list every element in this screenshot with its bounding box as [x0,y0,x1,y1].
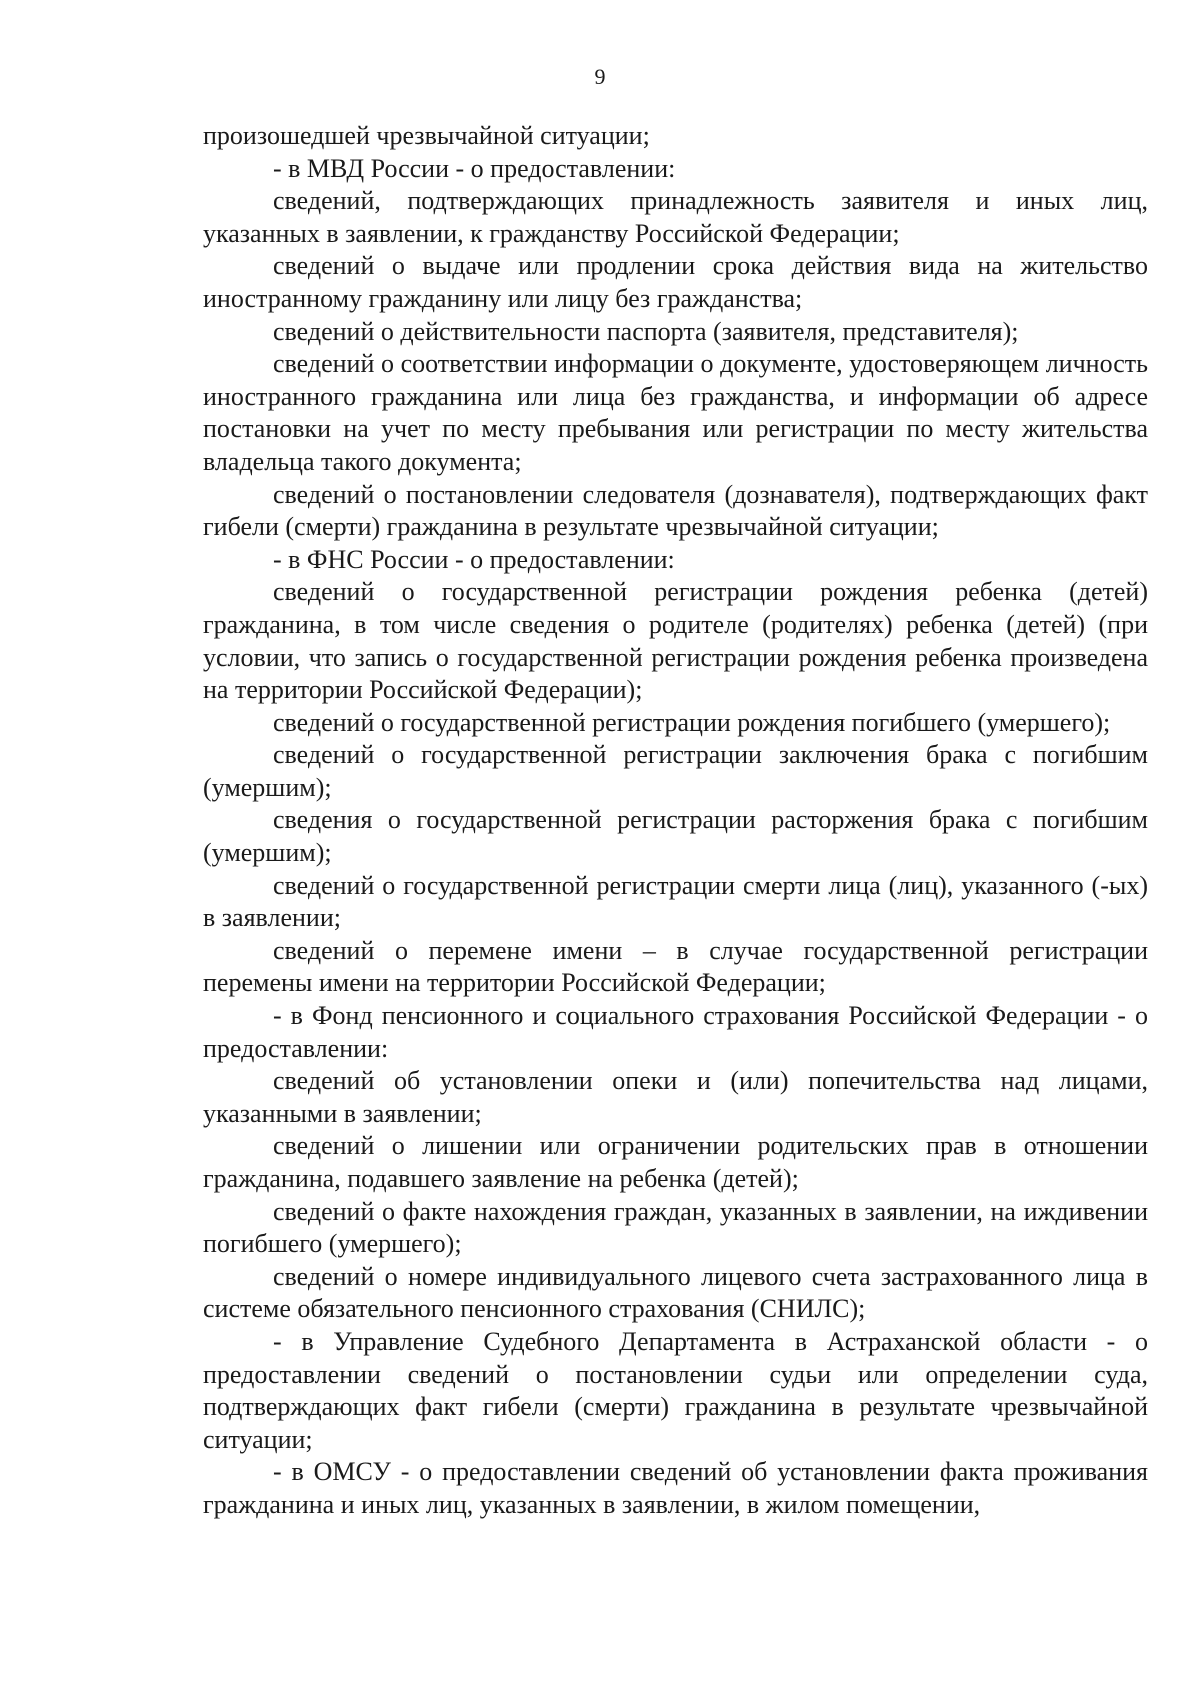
paragraph: сведений о государственной регистрации рождения погибшего (умершего); [273,707,1111,737]
paragraph: сведений о постановлении следователя (дознавателя), подтверждающих факт гибели (смерти) гражданина в результате чрезвычайной ситуации; [203,479,1148,542]
page-number: 9 [594,64,606,89]
paragraph: сведений о номере индивидуального лицевого счета застрахованного лица в системе обязательного пенсионного страхования (СНИЛС); [203,1261,1148,1324]
paragraph: сведений о выдаче или продлении срока действия вида на жительство иностранному гражданину или лицу без гражданства; [203,251,1148,313]
paragraph: сведений о государственной регистрации рождения ребенка (детей) гражданина, в том числе сведения о родителе (родителях) ребенка (детей) (при условии, что запись о государственной регистрации рождения ребенка произведена на территории Российской Федерации); [203,577,1148,705]
paragraph: сведения о государственной регистрации расторжения брака с погибшим (умершим); [203,805,1148,868]
paragraph: сведений о лишении или ограничении родительских прав в отношении гражданина, подавшего заявление на ребенка (детей); [203,1131,1148,1193]
paragraph: сведений, подтверждающих принадлежность заявителя и иных лиц, указанных в заявлении, к гражданству Российской Федерации; [203,186,1148,248]
paragraph: сведений о государственной регистрации заключения брака с погибшим (умершим); [203,740,1148,802]
paragraph: - в ФНС России - о предоставлении: [273,544,675,574]
paragraph: сведений о перемене имени – в случае государственной регистрации перемены имени на территории Российской Федерации; [203,935,1148,998]
paragraph: сведений о государственной регистрации смерти лица (лиц), указанного (-ых) в заявлении; [203,870,1148,933]
paragraph: - в ОМСУ - о предоставлении сведений об установлении факта проживания гражданина и иных лиц, указанных в заявлении, в жилом помещении, [203,1457,1148,1519]
paragraph: - в Фонд пенсионного и социального страхования Российской Федерации - о предоставлении: [203,1001,1148,1063]
document-body [203,120,1148,1522]
paragraph: - в Управление Судебного Департамента в Астраханской области - о предоставлении сведений о постановлении судьи или определении суда, подтверждающих факт гибели (смерти) гражданина в результате чрезвычайной ситуации; [203,1326,1148,1454]
paragraph: сведений об установлении опеки и (или) попечительства над лицами, указанными в заявлении; [203,1066,1148,1128]
paragraph: - в МВД России - о предоставлении: [273,153,676,183]
paragraph: произошедшей чрезвычайной ситуации; [203,121,650,150]
paragraph: сведений о соответствии информации о документе, удостоверяющем личность иностранного гражданина или лица без гражданства, и информации об адресе постановки на учет по месту пребывания или регистрации по месту жительства владельца такого документа; [203,349,1148,476]
paragraph: сведений о действительности паспорта (заявителя, представителя); [273,316,1019,346]
paragraph: сведений о факте нахождения граждан, указанных в заявлении, на иждивении погибшего (умершего); [203,1196,1148,1259]
